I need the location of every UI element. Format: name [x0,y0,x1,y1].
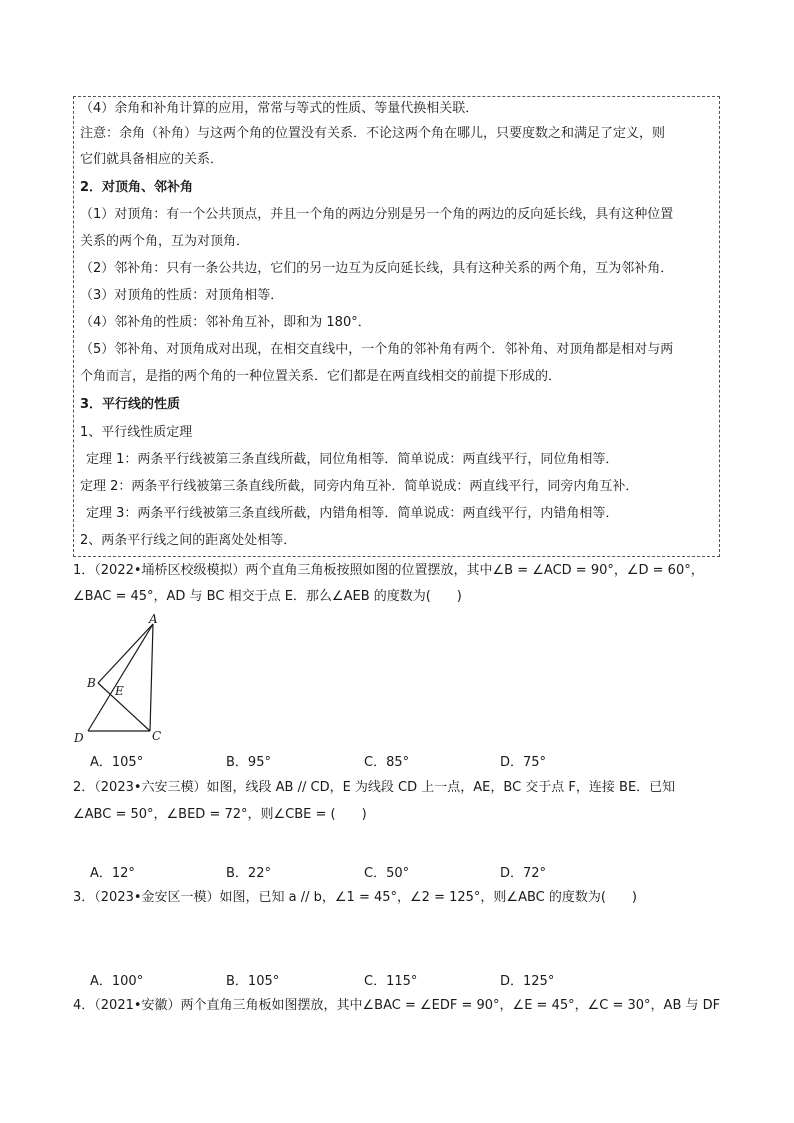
summary-line: 1、平行线性质定理 [80,425,193,440]
segment-ad [88,624,153,731]
option-d[interactable]: D．75° [500,755,547,770]
question-stem-line: 1．（2022•埇桥区校级模拟）两个直角三角板按照如图的位置摆放，其中∠B = ∠ACD = 90°，∠D = 60°， [73,563,704,578]
summary-line: （1）对顶角：有一个公共顶点，并且一个角的两边分别是另一个角的两边的反向延长线，具有这种位置 [80,207,674,222]
summary-line: （5）邻补角、对顶角成对出现，在相交直线中，一个角的邻补角有两个．邻补角、对顶角都是相对与两 [80,342,674,357]
segment-ac [150,624,153,731]
question-stem-line: ∠ABC = 50°，∠BED = 72°，则∠CBE = ( ) [73,807,367,822]
summary-line: 注意：余角（补角）与这两个角的位置没有关系．不论这两个角在哪儿，只要度数之和满足了定义，则 [80,126,666,141]
question-stem-line: 3．（2023•金安区一模）如图，已知 a // b，∠1 = 45°，∠2 = 125°，则∠ABC 的度数为( ) [73,890,638,905]
question-stem-line: 2．（2023•六安三模）如图，线段 AB // CD，E 为线段 CD 上一点，AE，BC 交于点 F，连接 BE．已知 [73,780,676,795]
segment-bc [98,683,150,731]
question-stem-line: ∠BAC = 45°，AD 与 BC 相交于点 E．那么∠AEB 的度数为( ) [73,589,462,604]
section-heading: 2．对顶角、邻补角 [80,180,194,195]
option-c[interactable]: C．115° [364,974,418,989]
label-a: A [149,612,158,626]
question-stem-line: 4．（2021•安徽）两个直角三角板如图摆放，其中∠BAC = ∠EDF = 90°，∠E = 45°，∠C = 30°，AB 与 DF [73,998,721,1013]
option-c[interactable]: C．50° [364,866,410,881]
option-d[interactable]: D．125° [500,974,555,989]
triangle-figure [68,612,178,746]
summary-line: （4）邻补角的性质：邻补角互补，即和为 180°． [80,315,371,330]
theorem-line: 定理 1：两条平行线被第三条直线所截，同位角相等．简单说成：两直线平行，同位角相等． [86,452,619,467]
option-d[interactable]: D．72° [500,866,547,881]
summary-line: 个角而言，是指的两个角的一种位置关系．它们都是在两直线相交的前提下形成的． [80,369,562,384]
theorem-line: 定理 2：两条平行线被第三条直线所截，同旁内角互补．简单说成：两直线平行，同旁内角互补． [80,479,639,494]
option-b[interactable]: B．95° [226,755,271,770]
summary-line: 2、两条平行线之间的距离处处相等． [80,533,297,548]
summary-line: （4）余角和补角计算的应用，常常与等式的性质、等量代换相关联． [80,101,479,116]
theorem-line: 定理 3：两条平行线被第三条直线所截，内错角相等．简单说成：两直线平行，内错角相等． [86,506,619,521]
option-a[interactable]: A．100° [90,974,144,989]
option-a[interactable]: A．12° [90,866,135,881]
summary-line: （2）邻补角：只有一条公共边，它们的另一边互为反向延长线，具有这种关系的两个角，互为邻补角． [80,261,674,276]
option-b[interactable]: B．105° [226,974,280,989]
label-c: C [152,729,162,743]
summary-line: 它们就具备相应的关系． [80,152,224,167]
label-d: D [74,731,84,745]
label-b: B [87,676,96,690]
option-b[interactable]: B．22° [226,866,271,881]
label-e: E [115,684,124,698]
option-a[interactable]: A．105° [90,755,144,770]
option-c[interactable]: C．85° [364,755,410,770]
summary-line: （3）对顶角的性质：对顶角相等． [80,288,284,303]
segment-ab [98,624,153,683]
summary-line: 关系的两个角，互为对顶角． [80,234,250,249]
section-heading: 3．平行线的性质 [80,397,181,412]
